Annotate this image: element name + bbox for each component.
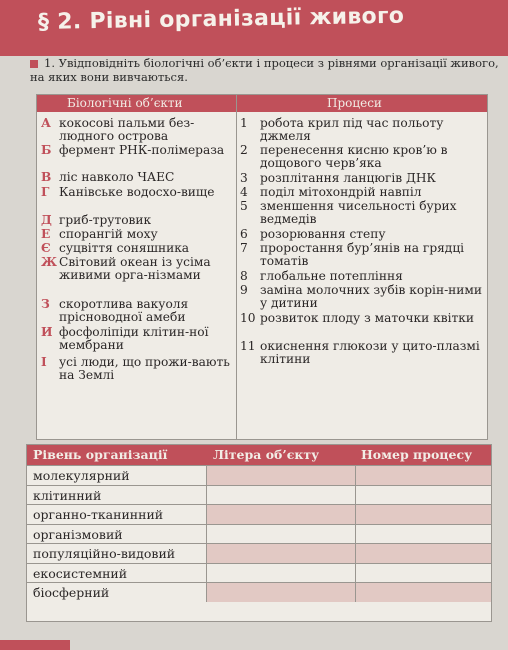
number-answer-cell[interactable] — [356, 544, 491, 563]
number-answer-cell[interactable] — [356, 466, 491, 485]
number-answer-cell[interactable] — [356, 486, 491, 505]
process-text: заміна молочних зубів корін-ними у дитини — [260, 283, 483, 311]
process-row — [240, 186, 488, 200]
level-row — [27, 582, 491, 602]
process-number: 5 — [240, 199, 248, 213]
level-row — [27, 465, 491, 485]
level-name: організмовий — [27, 525, 207, 544]
object-key: Е — [41, 226, 51, 241]
header-letter: Літера об’єкту — [213, 447, 320, 462]
process-number: 6 — [240, 227, 248, 241]
header-objects: Біологічні об’єкти — [67, 96, 183, 110]
process-number: 2 — [240, 143, 248, 157]
task-text: 1. Увідповідніть біологічні об’єкти і процеси з рівнями організації живого, на яких вони вивчаються. — [30, 56, 499, 84]
letter-answer-cell[interactable] — [207, 525, 356, 544]
object-key: Г — [41, 184, 50, 199]
process-text: зменшення чисельності бурих ведмедів — [260, 199, 457, 227]
object-text: гриб-трутовик — [59, 212, 152, 227]
letter-answer-cell[interactable] — [207, 544, 356, 563]
process-number: 4 — [240, 185, 248, 199]
level-name: молекулярний — [27, 466, 207, 485]
process-number: 9 — [240, 283, 248, 297]
number-answer-cell[interactable] — [356, 564, 491, 583]
header-level: Рівень організації — [33, 447, 168, 462]
process-number: 7 — [240, 241, 248, 255]
letter-answer-cell[interactable] — [207, 505, 356, 524]
object-text: спорангій моху — [59, 226, 158, 241]
footer-band — [0, 640, 70, 650]
object-row — [41, 256, 233, 298]
object-row — [41, 171, 233, 186]
object-key: Б — [41, 142, 52, 157]
process-number: 10 — [240, 311, 256, 325]
level-row — [27, 524, 491, 544]
object-key: Д — [41, 212, 52, 227]
object-row — [41, 242, 233, 256]
levels-answer-table — [26, 444, 492, 622]
number-answer-cell[interactable] — [356, 505, 491, 524]
process-text: поділ мітохондрій навпіл — [260, 185, 422, 199]
process-row — [240, 144, 488, 172]
object-key: Ж — [41, 254, 57, 269]
process-number: 8 — [240, 269, 248, 283]
process-text: проростання бур’янів на грядці томатів — [260, 241, 465, 269]
level-row — [27, 563, 491, 583]
object-text: Світовий океан із усіма живими орга-нізмами — [59, 254, 211, 282]
object-row — [41, 356, 233, 384]
process-row — [240, 270, 488, 284]
process-row — [240, 242, 488, 270]
number-answer-cell[interactable] — [356, 525, 491, 544]
object-text: кокосові пальми без-людного острова — [59, 116, 195, 144]
object-text: скоротлива вакуоля прісноводної амеби — [59, 296, 189, 324]
process-text: робота крил під час польоту джмеля — [260, 116, 444, 144]
level-row — [27, 504, 491, 524]
object-row — [41, 298, 233, 326]
section-title: § 2. Рівні організації живого — [37, 3, 405, 35]
task-instruction — [30, 56, 500, 84]
levels-table-header — [27, 445, 491, 465]
object-row — [41, 144, 233, 171]
column-divider — [236, 95, 237, 439]
process-row — [240, 340, 488, 368]
process-row — [240, 200, 488, 228]
processes-column — [240, 117, 488, 368]
process-row — [240, 228, 488, 242]
object-row — [41, 214, 233, 228]
letter-answer-cell[interactable] — [207, 564, 356, 583]
letter-answer-cell[interactable] — [207, 486, 356, 505]
process-row — [240, 284, 488, 312]
objects-column — [41, 117, 233, 384]
object-key: В — [41, 169, 52, 184]
object-key: Є — [41, 240, 51, 255]
number-answer-cell[interactable] — [356, 583, 491, 602]
header-processes: Процеси — [327, 96, 382, 110]
object-row — [41, 186, 233, 214]
object-row — [41, 326, 233, 356]
process-number: 3 — [240, 171, 248, 185]
object-row — [41, 117, 233, 144]
objects-processes-table — [36, 94, 488, 440]
object-text: ліс навколо ЧАЕС — [59, 169, 175, 184]
objects-table-header — [37, 95, 487, 112]
process-text: окиснення глюкози у цито-плазмі клітини — [260, 339, 480, 367]
process-text: перенесення кисню кров’ю в дощового черв’яка — [260, 143, 448, 171]
process-row — [240, 117, 488, 144]
letter-answer-cell[interactable] — [207, 466, 356, 485]
object-key: И — [41, 324, 53, 339]
object-key: А — [41, 116, 51, 130]
bullet-square-icon — [30, 60, 38, 68]
object-text: суцвіття соняшника — [59, 240, 190, 255]
level-row — [27, 543, 491, 563]
process-number: 1 — [240, 116, 248, 130]
object-key: З — [41, 296, 50, 311]
level-row — [27, 485, 491, 505]
letter-answer-cell[interactable] — [207, 583, 356, 602]
object-key: І — [41, 354, 47, 369]
level-name: екосистемний — [27, 564, 207, 583]
process-number: 11 — [240, 339, 256, 353]
level-name: біосферний — [27, 583, 207, 602]
process-text: глобальне потепління — [260, 269, 403, 283]
header-number: Номер процесу — [361, 447, 473, 462]
process-text: розвиток плоду з маточки квітки — [260, 311, 474, 325]
process-row — [240, 312, 488, 340]
process-text: розорювання степу — [260, 227, 386, 241]
process-row — [240, 172, 488, 186]
object-text: фосфоліпіди клітин-ної мембрани — [59, 324, 209, 352]
object-text: усі люди, що прожи-вають на Землі — [59, 354, 230, 382]
level-name: клітинний — [27, 486, 207, 505]
object-text: Канівське водосхо-вище — [59, 184, 215, 199]
level-name: популяційно-видовий — [27, 544, 207, 563]
process-text: розплітання ланцюгів ДНК — [260, 171, 436, 185]
level-name: органно-тканинний — [27, 505, 207, 524]
object-row — [41, 228, 233, 242]
object-text: фермент РНК-полімераза — [59, 142, 225, 157]
